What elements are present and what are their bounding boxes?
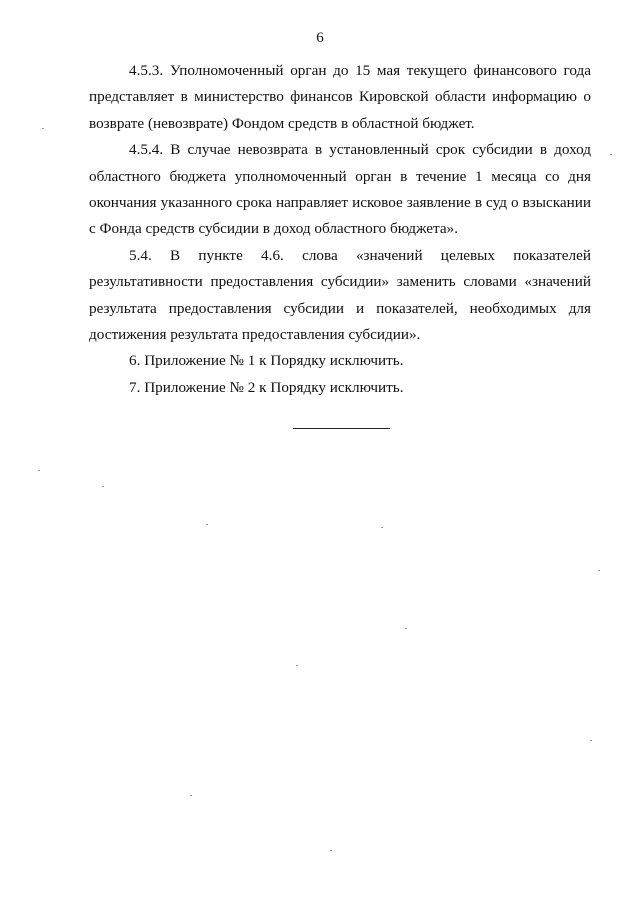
paragraph-6: 6. Приложение № 1 к Порядку исключить. <box>129 352 404 370</box>
paragraph-5-4: 5.4. В пункте 4.6. слова «значений целевых показателей результативности предоставления субсидии» заменить словами «значений результата предоставления субсидии и показателей, необходимых для достижения результата предоставления субсидии». <box>89 246 591 344</box>
scan-speck <box>590 740 592 741</box>
scan-speck <box>206 524 208 525</box>
page-number: 6 <box>316 30 324 46</box>
scan-speck <box>330 850 332 851</box>
paragraph-4-5-4: 4.5.4. В случае невозврата в установленный срок субсидии в доход областного бюджета уполномоченный орган в течение 1 месяца со дня окончания указанного срока направляет исковое заявление в суд о взыскании с Фонда средств субсидии в доход областного бюджета». <box>89 141 591 238</box>
paragraph-7: 7. Приложение № 2 к Порядку исключить. <box>129 378 404 396</box>
scan-speck <box>102 486 104 487</box>
scan-speck <box>610 154 612 155</box>
scan-speck <box>38 470 40 471</box>
scan-speck <box>296 665 298 666</box>
scan-speck <box>190 795 192 796</box>
paragraph-4-5-3: 4.5.3. Уполномоченный орган до 15 мая текущего финансового года представляет в министерство финансов Кировской области информацию о возврате (невозврате) Фондом средств в областной бюджет. <box>89 62 591 132</box>
scan-speck <box>598 570 600 571</box>
scan-speck <box>405 628 407 629</box>
scan-speck <box>381 527 383 528</box>
document-body <box>89 58 591 401</box>
end-divider <box>293 428 390 429</box>
scan-speck <box>42 128 44 129</box>
